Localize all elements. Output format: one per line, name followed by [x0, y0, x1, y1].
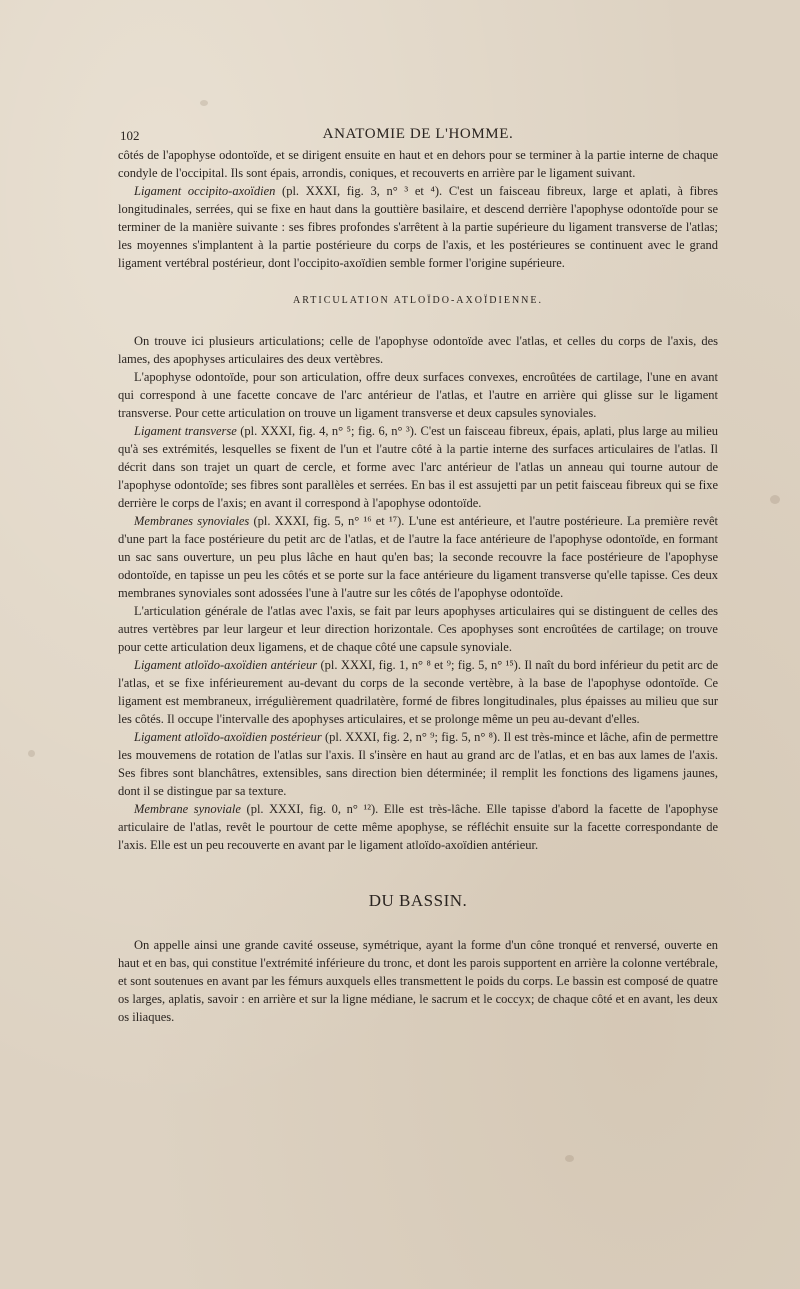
page-number: 102: [120, 128, 140, 143]
foxing-spot: [28, 750, 35, 757]
paragraph-bassin: On appelle ainsi une grande cavité osseuse, symétrique, ayant la forme d'un cône tronqué et renversé, ouverte en haut et en bas, qui constitue l'extrémité inférieure du tronc, et dont les parois supportent en arrière la colonne vertébrale, et sont soutenues en avant par les fémurs auxquels elles transmettent le poids du corps. Le bassin est composé de quatre os larges, aplatis, savoir : en arrière et sur la ligne médiane, le sacrum et le coccyx; de chaque côté et en avant, les deux os iliaques.: [118, 938, 718, 1024]
paragraph: On trouve ici plusieurs articulations; celle de l'apophyse odontoïde avec l'atlas, et celles du corps de l'axis, des lames, des apophyses articulaires des deux vertèbres.: [118, 334, 718, 366]
paragraph-ligament-transverse: [118, 422, 718, 512]
running-title: ANATOMIE DE L'HOMME.: [322, 126, 514, 142]
term-label: Ligament transverse: [134, 424, 237, 438]
term-text: (pl. XXXI, fig. 3, n° ³ et ⁴). C'est un faisceau fibreux, large et aplati, à fibres longitudinales, serrées, qui se fixe en haut dans la gouttière basilaire, et descend derrière l'apophyse odontoïde pour se terminer de la manière suivante : ses fibres profondes s'arrêtent à la partie supérieure du ligament transverse de l'atlas; les moyennes s'implantent à la partie postérieure du corps de l'axis, et les postérieures se continuent avec le grand ligament vertébral postérieur, dont l'occipito-axoïdien semble former l'origine supérieure.: [118, 184, 718, 270]
chapter-title: DU BASSIN.: [368, 891, 468, 910]
term-text: (pl. XXXI, fig. 5, n° ¹⁶ et ¹⁷). L'une est antérieure, et l'autre postérieure. La première revêt d'une part la face postérieure du petit arc de l'atlas, et de l'autre la face antérieure de l'apophyse odontoïde, en formant un sac sans ouverture, un peu plus lâche en haut qu'en bas; la seconde recouvre la face postérieure de l'apophyse odontoïde, en tapisse un peu les côtés et se porte sur la face antérieure du ligament transverse qu'elle tapisse. Ces deux membranes synoviales sont adossées l'une à l'autre sur les côtés de l'apophyse odontoïde.: [118, 514, 718, 600]
term-label: Ligament atloïdo-axoïdien postérieur: [134, 730, 322, 744]
paragraph-intro: côtés de l'apophyse odontoïde, et se dirigent ensuite en haut et en dehors pour se terminer à la partie interne de chaque condyle de l'occipital. Ils sont épais, arrondis, coniques, et recouverts en arrière par le ligament suivant.: [118, 148, 718, 180]
page-content: [118, 146, 718, 1026]
term-label: Membranes synoviales: [134, 514, 250, 528]
paragraph-membranes-synoviales: [118, 512, 718, 602]
foxing-spot: [565, 1155, 574, 1162]
term-text: (pl. XXXI, fig. 2, n° ⁹; fig. 5, n° ⁸). Il est très-mince et lâche, afin de permettre les mouvemens de rotation de l'atlas sur l'axis. Il s'insère en haut au grand arc de l'atlas, et en bas aux lames de l'axis. Ses fibres sont blanchâtres, extensibles, sans direction bien déterminée; il remplit les fonctions des ligamens jaunes, dont il se distingue par sa texture.: [118, 730, 719, 798]
section-title: ARTICULATION ATLOÏDO-AXOÏDIENNE.: [292, 295, 544, 306]
foxing-spot: [200, 100, 208, 106]
paragraph: L'articulation générale de l'atlas avec l'axis, se fait par leurs apophyses articulaires qui se distinguent de celles des autres vertèbres par leur largeur et leur direction horizontale. Ces apophyses sont encroûtées de cartilage; on trouve pour cette articulation deux ligamens, et de chaque côté une capsule synoviale.: [118, 604, 718, 654]
paragraph-ligament-anterieur: [118, 656, 718, 728]
term-text: (pl. XXXI, fig. 0, n° ¹²). Elle est très-lâche. Elle tapisse d'abord la facette de l'apophyse articulaire de l'atlas, revêt le pourtour de cette même apophyse, se réfléchit ensuite sur la facette correspondante de l'axis. Elle est un peu recouverte en avant par le ligament atloïdo-axoïdien antérieur.: [118, 802, 719, 852]
paragraph: L'apophyse odontoïde, pour son articulation, offre deux surfaces convexes, encroûtées de cartilage, l'une en avant qui correspond à une facette concave de l'arc antérieur de l'atlas, et l'autre en arrière qui glisse sur le ligament transverse. Pour cette articulation on trouve un ligament transverse et deux capsules synoviales.: [118, 370, 718, 420]
term-label: Ligament atloïdo-axoïdien antérieur: [134, 658, 318, 672]
term-text: (pl. XXXI, fig. 4, n° ⁵; fig. 6, n° ³). C'est un faisceau fibreux, épais, aplati, plus large au milieu qu'à ses extrémités, lesquelles se fixent de l'un et l'autre côté à la partie interne des surfaces articulaires de l'atlas. Il décrit dans son trajet un quart de cercle, et forme avec l'arc antérieur de l'atlas un anneau qui tourne autour de l'apophyse odontoïde; ses fibres sont parallèles et serrées. En bas il est assujetti par un petit faisceau fibreux qui se fixe derrière le corps de l'axis; en avant il correspond à l'apophyse odontoïde.: [118, 424, 718, 510]
foxing-spot: [770, 495, 780, 504]
running-head: [118, 126, 718, 146]
paragraph-membrane-synoviale: [118, 800, 718, 854]
term-label: Membrane synoviale: [134, 802, 241, 816]
paragraph-ligament-occipito-axoidien: [118, 182, 718, 272]
term-text: (pl. XXXI, fig. 1, n° ⁸ et ⁹; fig. 5, n° ¹⁵). Il naît du bord inférieur du petit arc de l'atlas, et se fixe inférieurement au-devant du corps de la seconde vertèbre, à la base de l'apophyse odontoïde. Ce ligament est membraneux, irrégulièrement quadrilatère, formé de fibres longitudinales, plus épaisses au milieu que sur les côtés. Il occupe l'intervalle des apophyses articulaires, et se prolonge même un peu au-devant d'elles.: [118, 658, 718, 726]
term-label: Ligament occipito-axoïdien: [134, 184, 276, 198]
paragraph-ligament-posterieur: [118, 728, 718, 800]
